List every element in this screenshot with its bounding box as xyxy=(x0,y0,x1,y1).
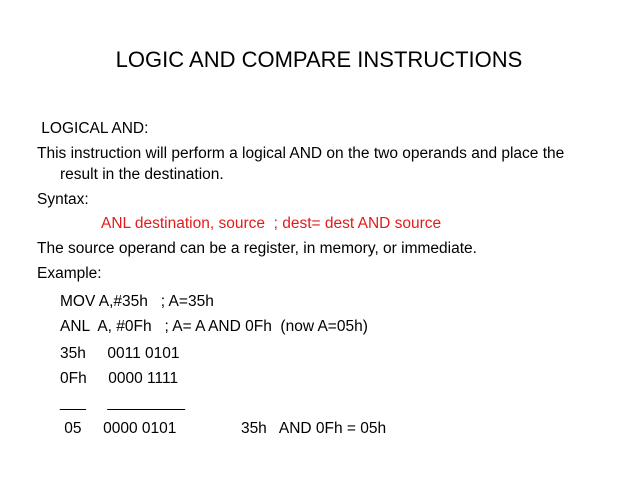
description-line-1: This instruction will perform a logical AND on the two operands and place the xyxy=(37,145,565,162)
slide-title: LOGIC AND COMPARE INSTRUCTIONS xyxy=(115,47,523,72)
section-heading: LOGICAL AND: xyxy=(37,120,149,137)
example-line-35h: 35h 0011 0101 xyxy=(60,345,180,362)
example-line-result: 05 0000 0101 35h AND 0Fh = 05h xyxy=(60,420,387,437)
example-line-underline: ___ _________ xyxy=(60,394,185,411)
description-line-2: result in the destination. xyxy=(60,166,224,183)
source-note: The source operand can be a register, in memory, or immediate. xyxy=(37,240,477,257)
example-line-mov: MOV A,#35h ; A=35h xyxy=(60,293,214,310)
example-line-0fh: 0Fh 0000 1111 xyxy=(60,370,179,387)
example-label: Example: xyxy=(37,265,102,282)
example-line-anl: ANL A, #0Fh ; A= A AND 0Fh (now A=05h) xyxy=(60,318,368,335)
syntax-label: Syntax: xyxy=(37,191,89,208)
syntax-line: ANL destination, source ; dest= dest AND source xyxy=(101,215,442,232)
